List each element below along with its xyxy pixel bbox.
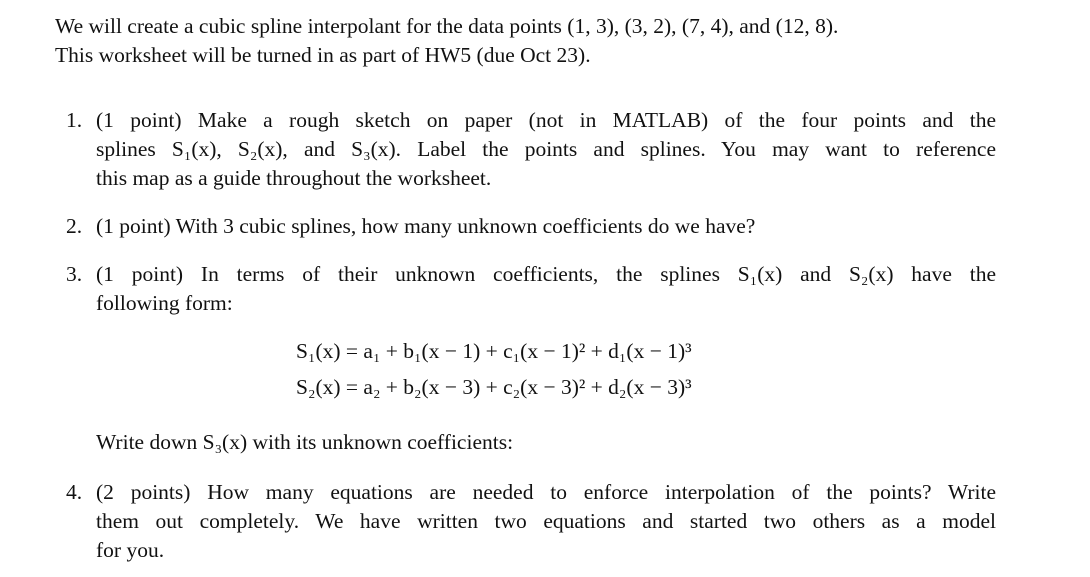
question-2-line-1: (1 point) With 3 cubic splines, how many unknown coefficients do we have? — [96, 214, 756, 238]
question-number: 2. — [66, 214, 83, 238]
question-number: 1. — [66, 108, 83, 132]
question-1 — [66, 106, 996, 193]
equation-s1: S₁(x) = a₁ + b₁(x − 1) + c₁(x − 1)² + d₁(x − 1)³ — [296, 339, 692, 363]
intro-line-1: We will create a cubic spline interpolant for the data points (1, 3), (3, 2), (7, 4), and (12, 8). — [55, 14, 839, 38]
question-1-line-1: (1 point) Make a rough sketch on paper (not in MATLAB) of the four points and the — [96, 108, 996, 132]
question-4-line-2: them out completely. We have written two equations and started two others as a model — [96, 509, 996, 533]
question-2 — [66, 212, 996, 241]
question-1-line-3: this map as a guide throughout the worksheet. — [96, 166, 492, 190]
question-3-line-2: following form: — [96, 291, 233, 315]
question-number: 4. — [66, 480, 83, 504]
question-3-followup: Write down S₃(x) with its unknown coefficients: — [96, 430, 514, 454]
question-3 — [66, 260, 996, 318]
intro-paragraph — [55, 12, 1015, 70]
question-4 — [66, 478, 996, 565]
equation-s2: S₂(x) = a₂ + b₂(x − 3) + c₂(x − 3)² + d₂(x − 3)³ — [296, 375, 692, 399]
question-number: 3. — [66, 262, 83, 286]
question-3-line-1: (1 point) In terms of their unknown coefficients, the splines S₁(x) and S₂(x) have the — [96, 262, 996, 286]
intro-line-2: This worksheet will be turned in as part of HW5 (due Oct 23). — [55, 43, 591, 67]
question-4-line-3: for you. — [96, 538, 165, 562]
question-4-line-1: (2 points) How many equations are needed to enforce interpolation of the points? Write — [96, 480, 996, 504]
question-1-line-2: splines S₁(x), S₂(x), and S₃(x). Label the points and splines. You may want to reference — [96, 137, 996, 161]
